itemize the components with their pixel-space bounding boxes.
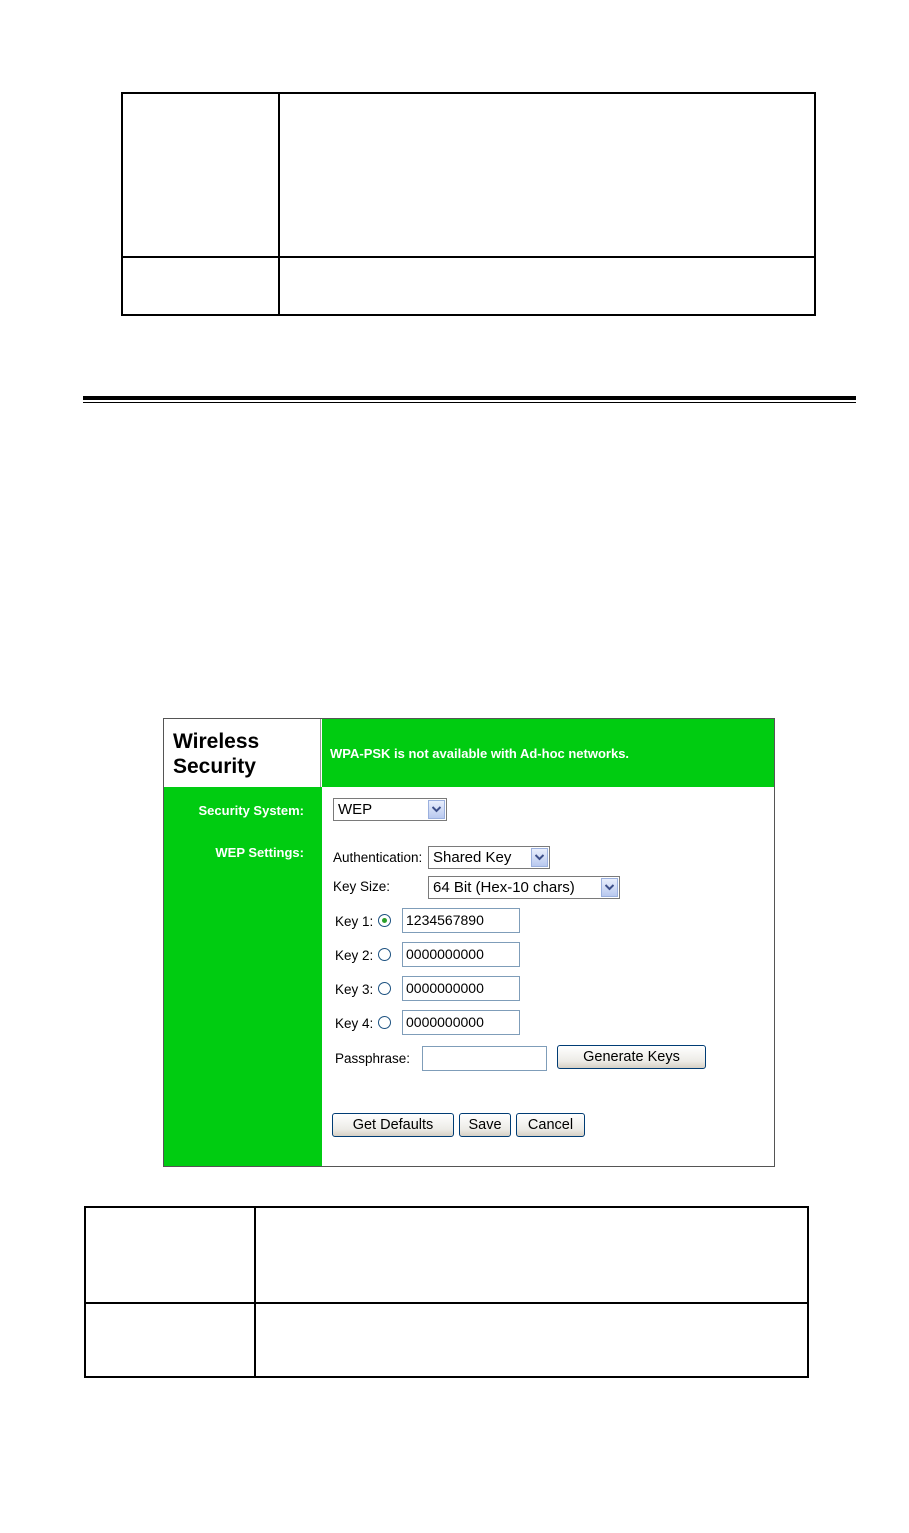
key-4-input[interactable]: 0000000000 [402,1010,520,1035]
wireless-security-panel [163,718,775,1167]
generate-keys-button[interactable]: Generate Keys [557,1045,706,1069]
passphrase-input[interactable] [422,1046,547,1071]
key-4-label: Key 4: [335,1016,374,1031]
chevron-down-icon[interactable] [428,800,445,819]
wep-settings-label: WEP Settings: [215,845,304,860]
warning-banner [322,719,774,787]
chevron-down-icon[interactable] [531,848,548,867]
key-2-input[interactable]: 0000000000 [402,942,520,967]
cancel-button[interactable]: Cancel [516,1113,585,1137]
table-divider [123,256,814,258]
authentication-value: Shared Key [433,849,512,866]
table-divider [254,1208,256,1376]
settings-sidebar [164,787,322,1166]
key-3-radio[interactable] [378,982,391,995]
key-size-label: Key Size: [333,879,391,894]
table-divider [278,94,280,314]
key-2-label: Key 2: [335,948,374,963]
title-cell [164,719,321,787]
security-system-value: WEP [338,801,373,818]
table-divider [86,1302,807,1304]
key-2-radio[interactable] [378,948,391,961]
page-title: Wireless Security [173,730,260,778]
section-rule [83,396,856,400]
get-defaults-button[interactable]: Get Defaults [332,1113,454,1137]
key-size-select[interactable] [428,876,620,899]
section-rule [83,402,856,403]
key-1-radio[interactable] [378,914,391,927]
key-3-input[interactable]: 0000000000 [402,976,520,1001]
key-size-value: 64 Bit (Hex-10 chars) [433,879,575,896]
key-4-radio[interactable] [378,1016,391,1029]
passphrase-label: Passphrase: [335,1051,411,1066]
top-doc-table [121,92,816,316]
key-3-label: Key 3: [335,982,374,997]
banner-message: WPA-PSK is not available with Ad-hoc networks. [330,746,630,761]
bottom-doc-table [84,1206,809,1378]
authentication-label: Authentication: [333,850,423,865]
security-system-select[interactable] [333,798,447,821]
authentication-select[interactable] [428,846,550,869]
key-1-input[interactable]: 1234567890 [402,908,520,933]
chevron-down-icon[interactable] [601,878,618,897]
security-system-label: Security System: [198,803,304,818]
save-button[interactable]: Save [459,1113,511,1137]
key-1-label: Key 1: [335,914,374,929]
